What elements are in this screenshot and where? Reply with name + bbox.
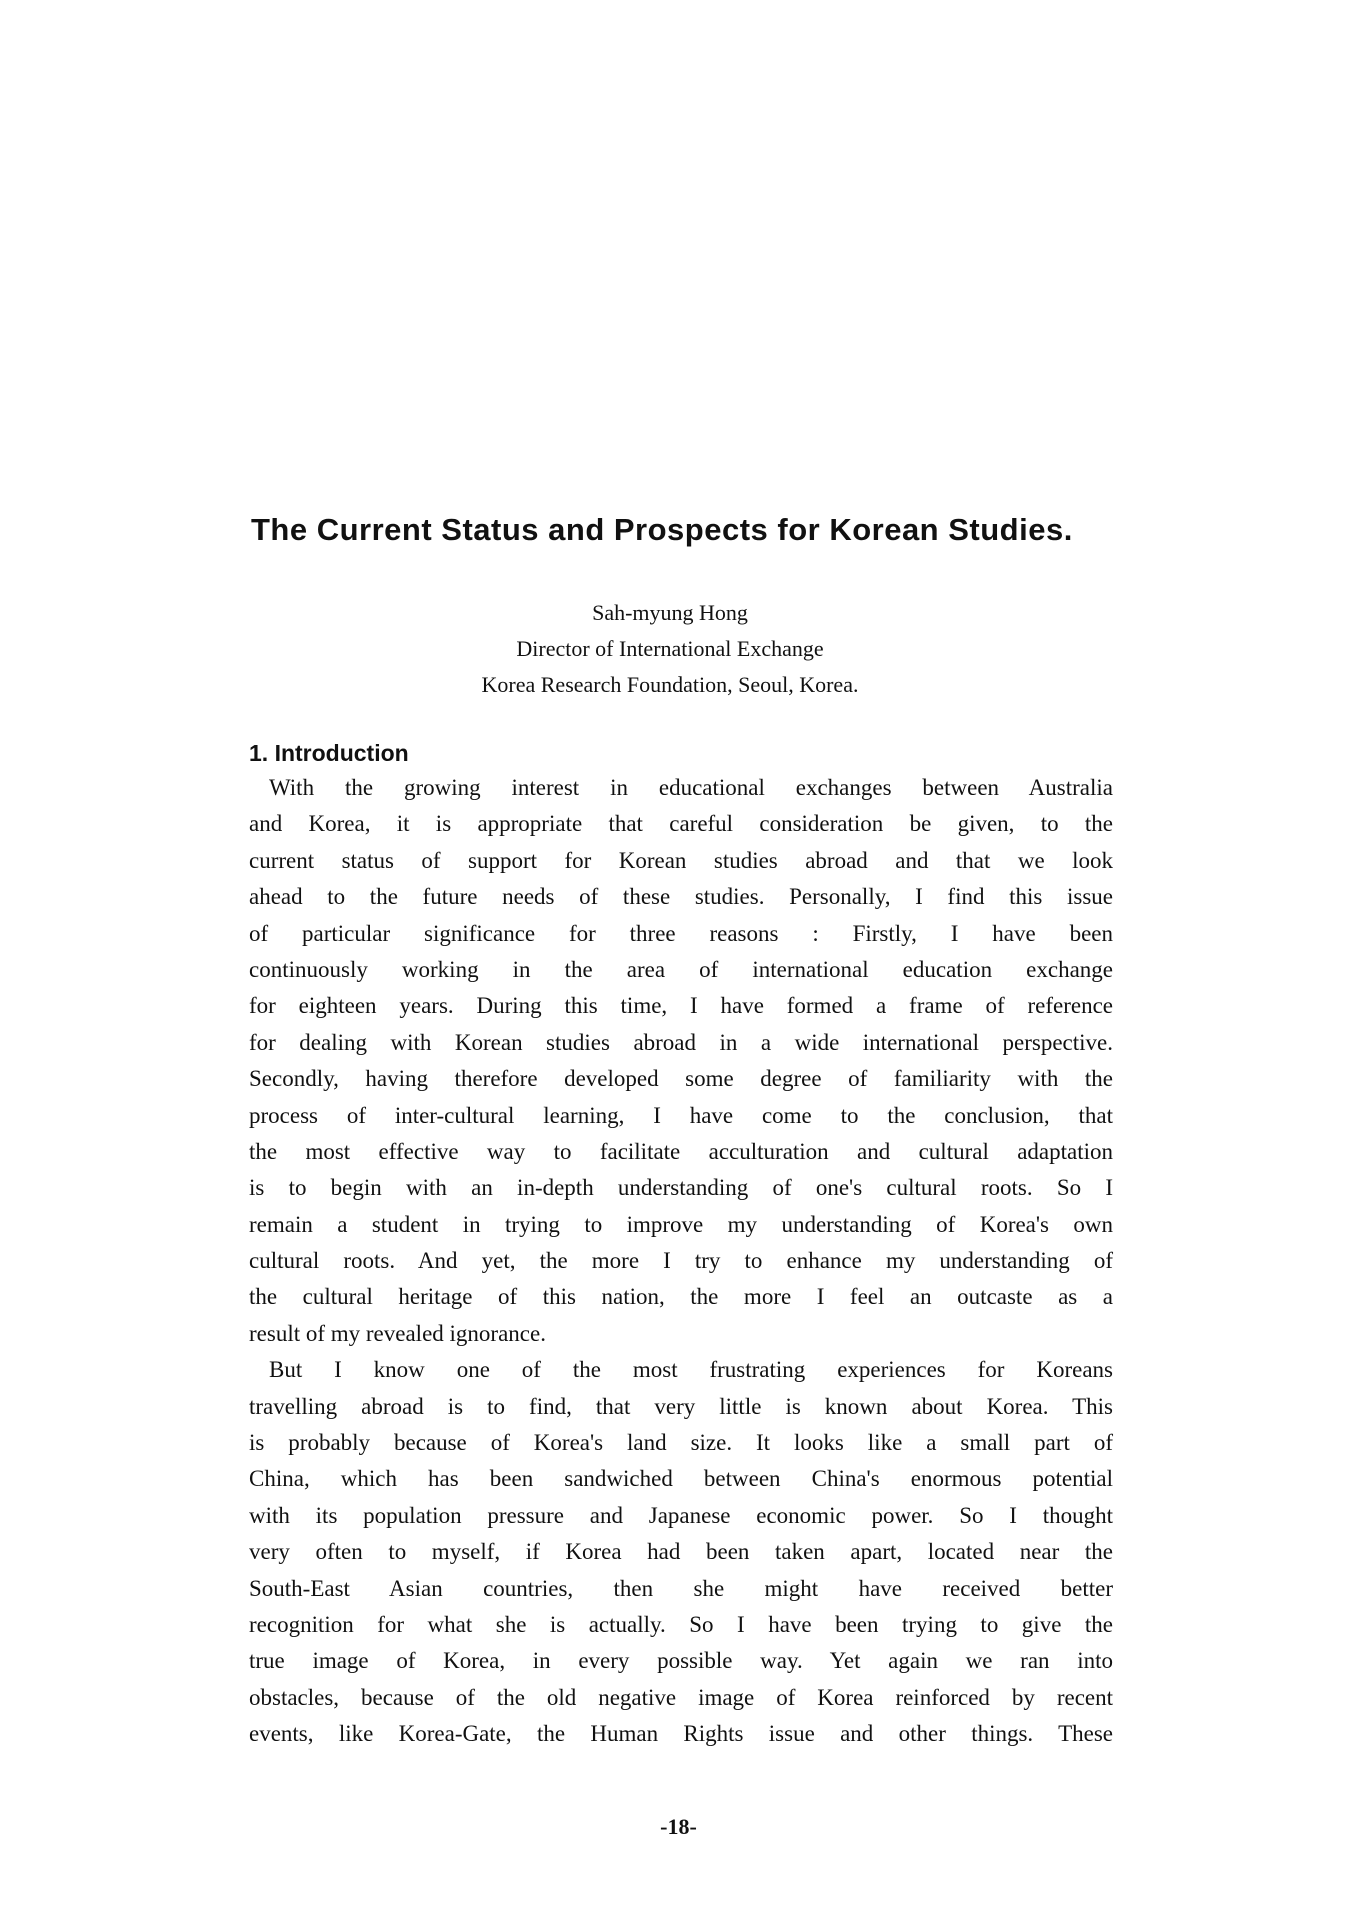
- body-line: recognition for what she is actually. So I have been trying to give the: [249, 1611, 1113, 1637]
- body-line: current status of support for Korean studies abroad and that we look: [249, 847, 1113, 873]
- body-line: true image of Korea, in every possible way. Yet again we ran into: [249, 1648, 1113, 1674]
- section-heading: 1. Introduction: [249, 740, 409, 766]
- body-line: obstacles, because of the old negative image of Korea reinforced by recent: [249, 1684, 1113, 1710]
- body-line: China, which has been sandwiched between China's enormous potential: [249, 1466, 1113, 1492]
- body-line: cultural roots. And yet, the more I try to enhance my understanding of: [249, 1248, 1113, 1274]
- body-line: is probably because of Korea's land size. It looks like a small part of: [249, 1430, 1113, 1456]
- body-line: for eighteen years. During this time, I have formed a frame of reference: [249, 993, 1113, 1019]
- body-line: the most effective way to facilitate acculturation and cultural adaptation: [249, 1138, 1113, 1164]
- body-line: and Korea, it is appropriate that careful consideration be given, to the: [249, 811, 1113, 837]
- page-number: -18-: [660, 1814, 697, 1839]
- body-line: events, like Korea-Gate, the Human Rights issue and other things. These: [249, 1721, 1113, 1747]
- page-title: The Current Status and Prospects for Korean Studies.: [251, 512, 1073, 547]
- author-affiliation: Korea Research Foundation, Seoul, Korea.: [481, 672, 859, 697]
- body-line: remain a student in trying to improve my understanding of Korea's own: [249, 1211, 1113, 1237]
- body-line: with its population pressure and Japanese economic power. So I thought: [249, 1502, 1113, 1528]
- body-line: process of inter-cultural learning, I have come to the conclusion, that: [249, 1102, 1113, 1128]
- author-byline: [380, 595, 960, 703]
- body-line: the cultural heritage of this nation, the more I feel an outcaste as a: [249, 1284, 1113, 1310]
- body-line: continuously working in the area of international education exchange: [249, 956, 1113, 982]
- body-line: With the growing interest in educational exchanges between Australia: [269, 775, 1113, 800]
- author-name: Sah-myung Hong: [592, 600, 748, 625]
- body-line: result of my revealed ignorance.: [249, 1320, 546, 1346]
- body-line: is to begin with an in-depth understanding of one's cultural roots. So I: [249, 1175, 1113, 1201]
- body-line: very often to myself, if Korea had been taken apart, located near the: [249, 1539, 1113, 1565]
- author-position: Director of International Exchange: [516, 636, 824, 661]
- body-line: travelling abroad is to find, that very little is known about Korea. This: [249, 1393, 1113, 1419]
- body-line: ahead to the future needs of these studies. Personally, I find this issue: [249, 884, 1113, 910]
- section-body: [249, 770, 1113, 1753]
- body-line: Secondly, having therefore developed some degree of familiarity with the: [249, 1066, 1113, 1092]
- body-line: of particular significance for three reasons : Firstly, I have been: [249, 920, 1113, 946]
- body-line: for dealing with Korean studies abroad in a wide international perspective.: [249, 1029, 1113, 1055]
- body-line: But I know one of the most frustrating experiences for Koreans: [269, 1357, 1113, 1383]
- body-line: South-East Asian countries, then she might have received better: [249, 1575, 1113, 1601]
